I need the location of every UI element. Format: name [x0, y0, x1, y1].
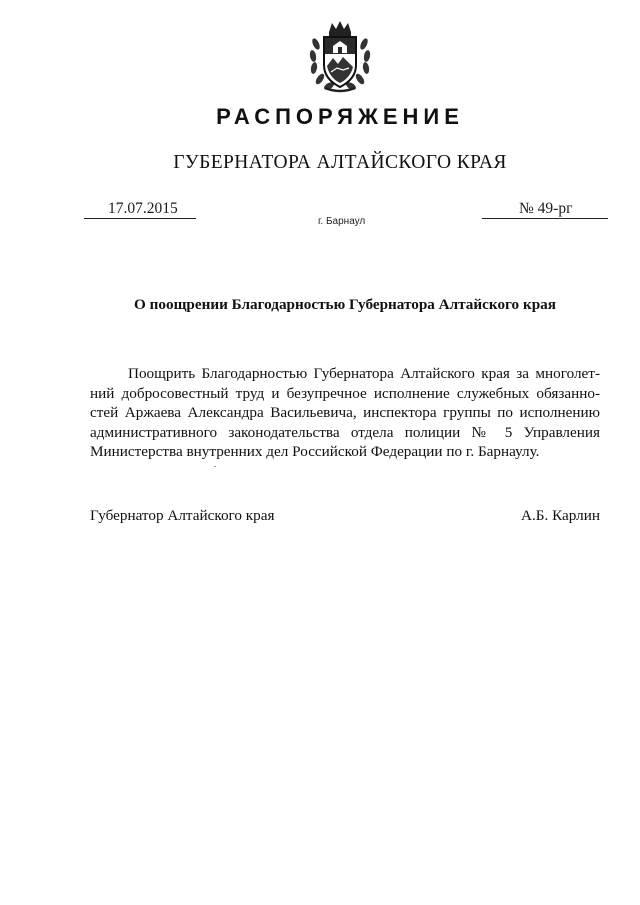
date-field — [84, 200, 196, 219]
city-label: г. Барнаул — [318, 216, 366, 227]
document-number: № 49-рг — [519, 200, 573, 217]
document-title: О поощрении Благодарностью Губернатора Алтайского края — [134, 296, 556, 313]
issuer-heading: ГУБЕРНАТОРА АЛТАЙСКОГО КРАЯ — [173, 152, 507, 173]
coat-of-arms-icon — [307, 20, 373, 94]
document-body: Поощрить Благодарностью Губернатора Алтайского края за многолет-ний добросовестный труд и безупречное исполнение служебных обязанно-стей Аржаева Александра Васильевича, инспектора группы по исполнению административного законодательства отдела полиции № 5 Управления Министерства внутренних дел Российской Федерации по г. Барнаулу. — [90, 365, 600, 460]
document-type-heading: РАСПОРЯЖЕНИЕ — [216, 104, 464, 129]
signatory-name: А.Б. Карлин — [521, 507, 600, 524]
document-date: 17.07.2015 — [108, 200, 178, 217]
scan-artifact — [214, 466, 216, 467]
signatory-position: Губернатор Алтайского края — [90, 507, 275, 524]
number-field — [482, 200, 608, 219]
